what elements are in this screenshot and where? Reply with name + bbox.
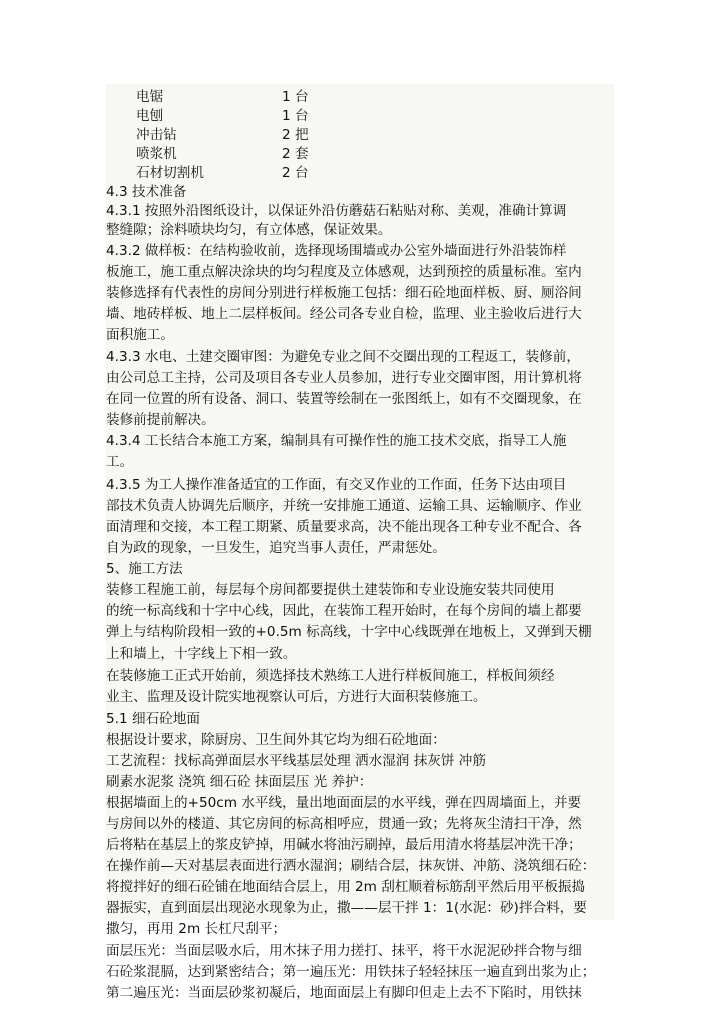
equipment-row: [106, 88, 614, 107]
equipment-qty: 1 台: [282, 108, 309, 124]
equipment-name: 电刨: [136, 108, 164, 124]
text-line: 在装修施工正式开始前，须选择技术熟练工人进行样板间施工，样板间须经: [106, 668, 555, 684]
text-line: 在同一位置的所有设备、洞口、装置等绘制在一张图纸上，如有不交圈现象，在: [106, 391, 582, 407]
text-line: 弹上与结构阶段相一致的+0.5m 标高线，十字中心线既弹在地板上，又弹到天棚: [106, 624, 592, 640]
equipment-name: 喷浆机: [136, 146, 177, 162]
text-line: 石砼浆混膈，达到紧密结合；第一遍压光：用铁抹子轻轻抹压一遍直到出浆为止；: [106, 964, 596, 980]
text-line: 自为政的现象，一旦发生，追究当事人责任，严肃惩处。: [106, 540, 446, 556]
equipment-row: [106, 164, 614, 183]
text-line: 上和墙上，十字线上下相一致。: [106, 646, 297, 662]
equipment-name: 石材切割机: [136, 165, 204, 181]
text-line: 4.3.3 水电、土建交圈审图：为避免专业之间不交圈出现的工程返工，装修前，: [106, 349, 580, 365]
text-line: 4.3.1 按照外沿图纸设计，以保证外沿仿蘑菇石粘贴对称、美观，准确计算调: [106, 203, 567, 219]
equipment-qty: 2 套: [282, 146, 309, 162]
text-line: 工艺流程：找标高弹面层水平线基层处理 洒水湿润 抹灰饼 冲筋: [106, 753, 486, 769]
equipment-qty: 1 台: [282, 89, 309, 105]
equipment-qty: 2 台: [282, 165, 309, 181]
text-line: 器振实，直到面层出现泌水现象为止，撒——层干拌 1：1(水泥：砂)拌合料，要: [106, 900, 587, 916]
text-line: 与房间以外的楼道、其它房间的标高相呼应，贯通一致；先将灰尘清扫干净，然: [106, 816, 582, 832]
text-line: 面积施工。: [106, 327, 174, 343]
text-line: 后将粘在基层上的浆皮铲掉，用碱水将油污刷掉，最后用清水将基层冲洗干净；: [106, 837, 582, 853]
text-line: 装修前提前解决。: [106, 412, 215, 428]
text-line: 4.3.5 为工人操作准备适宜的工作面，有交叉作业的工作面，任务下达由项目: [106, 477, 567, 493]
equipment-name: 电锯: [136, 89, 164, 105]
text-line: 根据设计要求，除厨房、卫生间外其它均为细石砼地面：: [106, 732, 446, 748]
text-line: 业主、监理及设计院实地视察认可后，方进行大面积装修施工。: [106, 689, 487, 705]
text-line: 板施工，施工重点解决涂块的均匀程度及立体感观，达到预控的质量标准。室内: [106, 264, 582, 280]
equipment-row: [106, 145, 614, 164]
equipment-row: [106, 126, 614, 145]
equipment-row: [106, 107, 614, 126]
text-line: 工。: [106, 454, 134, 470]
text-line: 装修工程施工前，每层每个房间都要提供土建装饰和专业设施安装共同使用: [106, 582, 555, 598]
equipment-qty: 2 把: [282, 127, 309, 143]
text-line: 根据墙面上的+50cm 水平线，量出地面面层的水平线，弹在四周墙面上，并要: [106, 795, 582, 811]
text-line: 部技术负责人协调先后顺序，并统一安排施工通道、运输工具、运输顺序、作业: [106, 498, 582, 514]
text-line: 由公司总工主持，公司及项目各专业人员参加，进行专业交圈审图，用计算机将: [106, 370, 582, 386]
text-line: 刷素水泥浆 浇筑 细石砼 抹面层压 光 养护：: [106, 774, 373, 790]
text-line: 面层压光：当面层吸水后，用木抹子用力搓打、抹平，将干水泥泥砂拌合物与细: [106, 943, 582, 959]
text-line: 第二遍压光：当面层砂浆初凝后，地面面层上有脚印但走上去不下陷时，用铁抹: [106, 985, 582, 1001]
text-line: 4.3.2 做样板：在结构验收前，选择现场围墙或办公室外墙面进行外沿装饰样: [106, 243, 567, 259]
section-heading: 4.3 技术准备: [106, 184, 187, 200]
text-line: 在操作前—天对基层表面进行洒水湿润；刷结合层，抹灰饼、冲筋、浇筑细石砼：: [106, 858, 596, 874]
equipment-name: 冲击钻: [136, 127, 177, 143]
text-line: 4.3.4 工长结合本施工方案，编制具有可操作性的施工技术交底，指导工人施: [106, 433, 567, 449]
text-line: 整缝隙；涂料喷块均匀，有立体感，保证效果。: [106, 222, 392, 238]
text-line: 墙、地砖样板、地上二层样板间。经公司各专业自检，监理、业主验收后进行大: [106, 306, 582, 322]
text-line: 撒匀，再用 2m 长杠尺刮平；: [106, 921, 287, 937]
text-line: 的统一标高线和十字中心线，因此，在装饰工程开始时，在每个房间的墙上都要: [106, 603, 582, 619]
text-line: 面清理和交接，本工程工期紧、质量要求高，决不能出现各工种专业不配合、各: [106, 519, 582, 535]
document-page: [106, 84, 614, 1001]
text-line: 将搅拌好的细石砼铺在地面结合层上，用 2m 刮杠顺着标筋刮平然后用平板振捣: [106, 879, 586, 895]
section-heading: 5、施工方法: [106, 561, 183, 577]
text-line: 装修选择有代表性的房间分别进行样板施工包括：细石砼地面样板、厨、厕浴间: [106, 285, 582, 301]
section-heading: 5.1 细石砼地面: [106, 711, 200, 727]
